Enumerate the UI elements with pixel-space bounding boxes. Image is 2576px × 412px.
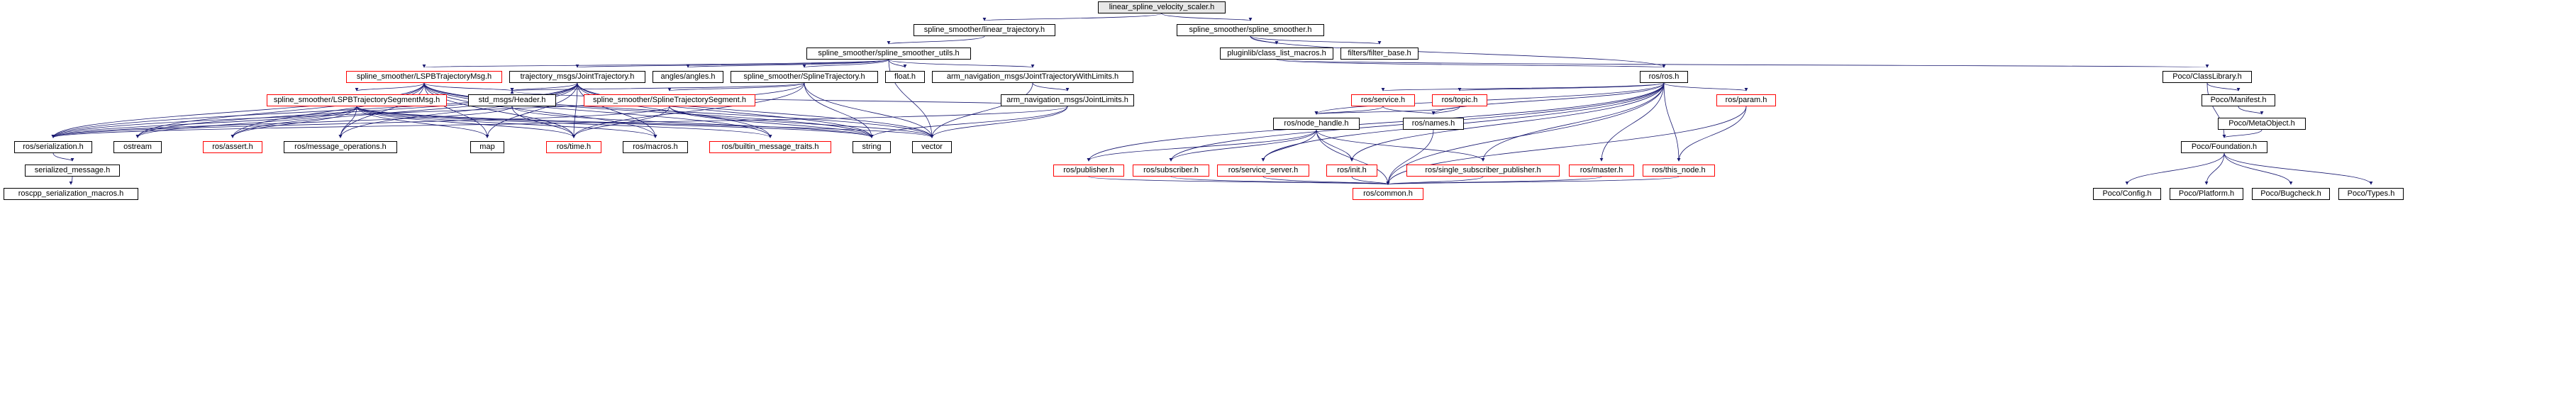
graph-node-label: Poco/Foundation.h [2191,143,2258,151]
graph-edge [577,60,889,67]
graph-edge [357,106,655,138]
graph-node-n1[interactable] [914,24,1055,36]
graph-node-label: Poco/ClassLibrary.h [2172,72,2242,81]
graph-node-label: arm_navigation_msgs/JointLimits.h [1006,96,1128,104]
graph-node-n5[interactable] [806,48,971,60]
graph-node-n9[interactable] [731,71,878,83]
graph-node-n6[interactable] [346,71,502,83]
graph-node-label: Poco/Types.h [2347,189,2395,198]
graph-edge [932,83,1033,138]
graph-edge [670,106,932,138]
graph-node-label: angles/angles.h [660,72,716,81]
graph-node-label: spline_smoother/LSPBTrajectorySegmentMsg.h [273,96,440,104]
graph-edge [1250,36,1379,44]
graph-edge [1089,177,1388,184]
graph-node-n14[interactable] [267,94,447,106]
graph-node-label: ros/single_subscriber_publisher.h [1425,166,1541,174]
graph-edge [512,106,872,138]
graph-node-label: map [479,143,495,151]
graph-node-label: ros/node_handle.h [1284,119,1349,128]
graph-edge [487,83,577,138]
graph-edge [577,83,770,138]
graph-edge [138,83,424,138]
graph-edge [1277,60,2207,67]
graph-node-n17[interactable] [1001,94,1134,106]
graph-node-label: ros/init.h [1337,166,1367,174]
graph-node-label: float.h [894,72,916,81]
graph-node-n20[interactable] [1716,94,1776,106]
graph-edge [1483,83,1664,161]
graph-node-n42[interactable] [1643,165,1715,177]
graph-edge [574,83,577,138]
graph-node-n45[interactable] [4,188,138,200]
graph-node-label: spline_smoother/linear_trajectory.h [923,26,1045,34]
graph-node-label: arm_navigation_msgs/JointTrajectoryWithLimits.h [946,72,1119,81]
graph-edge [574,106,670,138]
graph-edge [340,83,424,138]
graph-edge [357,106,872,138]
graph-node-n40[interactable] [1406,165,1560,177]
graph-node-n19[interactable] [1432,94,1487,106]
graph-node-n18[interactable] [1351,94,1415,106]
graph-edge [577,83,872,138]
graph-edge [357,106,932,138]
graph-edge [233,106,357,138]
graph-node-n49[interactable] [2338,188,2404,200]
graph-edge [1089,130,1316,161]
graph-edge [53,83,804,138]
graph-node-label: ros/publisher.h [1063,166,1114,174]
graph-node-n16[interactable] [584,94,755,106]
graph-node-n39[interactable] [1326,165,1377,177]
graph-edge [71,177,72,184]
graph-node-label: spline_smoother/LSPBTrajectoryMsg.h [356,72,492,81]
graph-edge [670,106,872,138]
graph-edge [53,106,1067,138]
graph-edge [233,83,577,138]
graph-edge [1388,177,1601,184]
graph-node-n13[interactable] [2163,71,2252,83]
graph-node-label: linear_spline_velocity_scaler.h [1109,3,1215,11]
graph-edge [804,60,889,67]
graph-edge [53,83,577,138]
graph-edge [804,83,872,138]
graph-edge [2238,106,2262,114]
graph-node-label: std_msgs/Header.h [478,96,546,104]
graph-node-n33[interactable] [853,141,891,153]
graph-node-n47[interactable] [2170,188,2243,200]
graph-node-label: ros/macros.h [633,143,678,151]
graph-node-n25[interactable] [14,141,92,153]
graph-node-label: ros/ros.h [1648,72,1680,81]
graph-edge [889,36,984,44]
graph-node-n12[interactable] [1640,71,1688,83]
graph-edge [2127,153,2224,184]
graph-node-label: ros/names.h [1411,119,1455,128]
graph-node-label: Poco/Bugcheck.h [2260,189,2321,198]
graph-node-n28[interactable] [284,141,397,153]
graph-edge [984,13,1162,21]
graph-edge [357,106,770,138]
graph-node-label: ros/master.h [1580,166,1623,174]
graph-node-n34[interactable] [912,141,952,153]
graph-edge [53,106,357,138]
graph-edge [1263,130,1316,161]
graph-edge [357,106,574,138]
graph-edge [1352,177,1388,184]
graph-node-label: vector [921,143,943,151]
graph-node-label: ros/message_operations.h [294,143,387,151]
graph-node-label: spline_smoother/spline_smoother.h [1189,26,1312,34]
graph-node-n32[interactable] [709,141,831,153]
graph-node-n24[interactable] [2218,118,2306,130]
graph-edge [512,83,577,91]
graph-edge [138,83,577,138]
graph-node-n48[interactable] [2252,188,2330,200]
graph-edge [424,83,655,138]
graph-node-n41[interactable] [1569,165,1634,177]
graph-edge [53,106,670,138]
graph-edge [577,83,932,138]
graph-node-label: serialized_message.h [34,166,111,174]
graph-edge [688,60,889,67]
graph-edge [357,83,424,91]
graph-edge [577,83,655,138]
graph-edge [1383,83,1664,91]
graph-node-n26[interactable] [113,141,162,153]
graph-node-n3[interactable] [1220,48,1333,60]
graph-edge [1263,177,1388,184]
graph-node-label: ostream [123,143,152,151]
graph-edge [1664,83,1679,161]
graph-node-n4[interactable] [1340,48,1419,60]
graph-node-n29[interactable] [470,141,504,153]
graph-edge [1316,106,1383,114]
graph-node-n21[interactable] [2202,94,2275,106]
graph-edge [1316,130,1352,161]
graph-node-label: ros/this_node.h [1652,166,1706,174]
graph-node-label: trajectory_msgs/JointTrajectory.h [520,72,635,81]
graph-edge [1601,83,1664,161]
graph-edge [1388,177,1483,184]
graph-edge [512,106,574,138]
graph-node-n2[interactable] [1177,24,1324,36]
graph-node-n0[interactable] [1098,1,1226,13]
graph-node-n7[interactable] [509,71,645,83]
graph-node-n36[interactable] [1053,165,1124,177]
graph-edge [53,83,424,138]
graph-node-n43[interactable] [25,165,120,177]
graph-edge [804,83,932,138]
graph-edge [340,106,357,138]
graph-edge [2207,83,2238,91]
graph-node-label: ros/time.h [556,143,592,151]
graph-node-label: ros/param.h [1725,96,1767,104]
graph-edge [53,153,72,161]
graph-edge [1250,36,1277,44]
graph-edge [932,106,1067,138]
graph-edge [424,83,770,138]
graph-edge [424,83,574,138]
graph-edge [424,83,487,138]
graph-edge [357,106,487,138]
graph-edge [138,106,357,138]
graph-node-n37[interactable] [1133,165,1209,177]
graph-edge [1277,60,1664,67]
graph-edge [1433,106,1460,114]
graph-node-n35[interactable] [2181,141,2267,153]
graph-node-n22[interactable] [1273,118,1360,130]
graph-node-label: string [862,143,882,151]
graph-edge [1316,106,1460,114]
graph-node-label: filters/filter_base.h [1348,49,1411,57]
graph-edge [2206,153,2224,184]
graph-edge [424,83,872,138]
graph-node-label: ros/assert.h [212,143,253,151]
graph-node-label: ros/subscriber.h [1143,166,1199,174]
graph-node-label: Poco/Manifest.h [2210,96,2267,104]
graph-edge [1162,13,1250,21]
graph-node-label: Poco/Platform.h [2178,189,2235,198]
graph-edge [670,83,804,91]
graph-edge [424,60,889,67]
graph-node-n23[interactable] [1403,118,1464,130]
graph-node-n30[interactable] [546,141,601,153]
graph-node-n46[interactable] [2093,188,2161,200]
graph-edge [1383,106,1433,114]
graph-edge [1171,177,1388,184]
graph-node-n38[interactable] [1217,165,1309,177]
graph-edge [424,83,932,138]
graph-node-label: ros/common.h [1363,189,1413,198]
graph-edge [1664,83,1746,91]
graph-edge [512,83,804,91]
graph-node-n8[interactable] [653,71,723,83]
graph-node-label: spline_smoother/spline_smoother_utils.h [818,49,960,57]
graph-edge [2224,130,2262,138]
graph-node-label: Poco/Config.h [2102,189,2152,198]
graph-edge [889,60,1033,67]
graph-edge [574,83,804,138]
graph-edge [233,83,424,138]
graph-node-n31[interactable] [623,141,688,153]
graph-node-n15[interactable] [468,94,556,106]
graph-node-n11[interactable] [932,71,1133,83]
graph-node-n27[interactable] [203,141,262,153]
graph-node-n10[interactable] [885,71,925,83]
graph-edge [1388,177,1679,184]
graph-edge [53,106,512,138]
graph-edge [424,83,512,91]
graph-node-label: pluginlib/class_list_macros.h [1227,49,1326,57]
graph-edge [1316,130,1483,161]
graph-edge [1171,130,1316,161]
graph-node-label: Poco/MetaObject.h [2228,119,2295,128]
graph-node-label: spline_smoother/SplineTrajectory.h [743,72,865,81]
graph-node-label: ros/topic.h [1441,96,1478,104]
graph-edge [2224,153,2291,184]
graph-edge [1679,106,1746,161]
graph-node-label: ros/builtin_message_traits.h [721,143,819,151]
graph-edge [1460,83,1664,91]
graph-node-n44[interactable] [1353,188,1423,200]
graph-edge [2224,153,2371,184]
graph-node-label: ros/service.h [1360,96,1406,104]
graph-node-label: spline_smoother/SplineTrajectorySegment.h [592,96,747,104]
graph-edge [889,60,905,67]
graph-edge [872,106,1067,138]
graph-node-label: roscpp_serialization_macros.h [18,189,124,198]
graph-edge [340,83,577,138]
graph-node-label: ros/service_server.h [1228,166,1299,174]
graph-edge [1033,83,1067,91]
graph-node-label: ros/serialization.h [23,143,84,151]
